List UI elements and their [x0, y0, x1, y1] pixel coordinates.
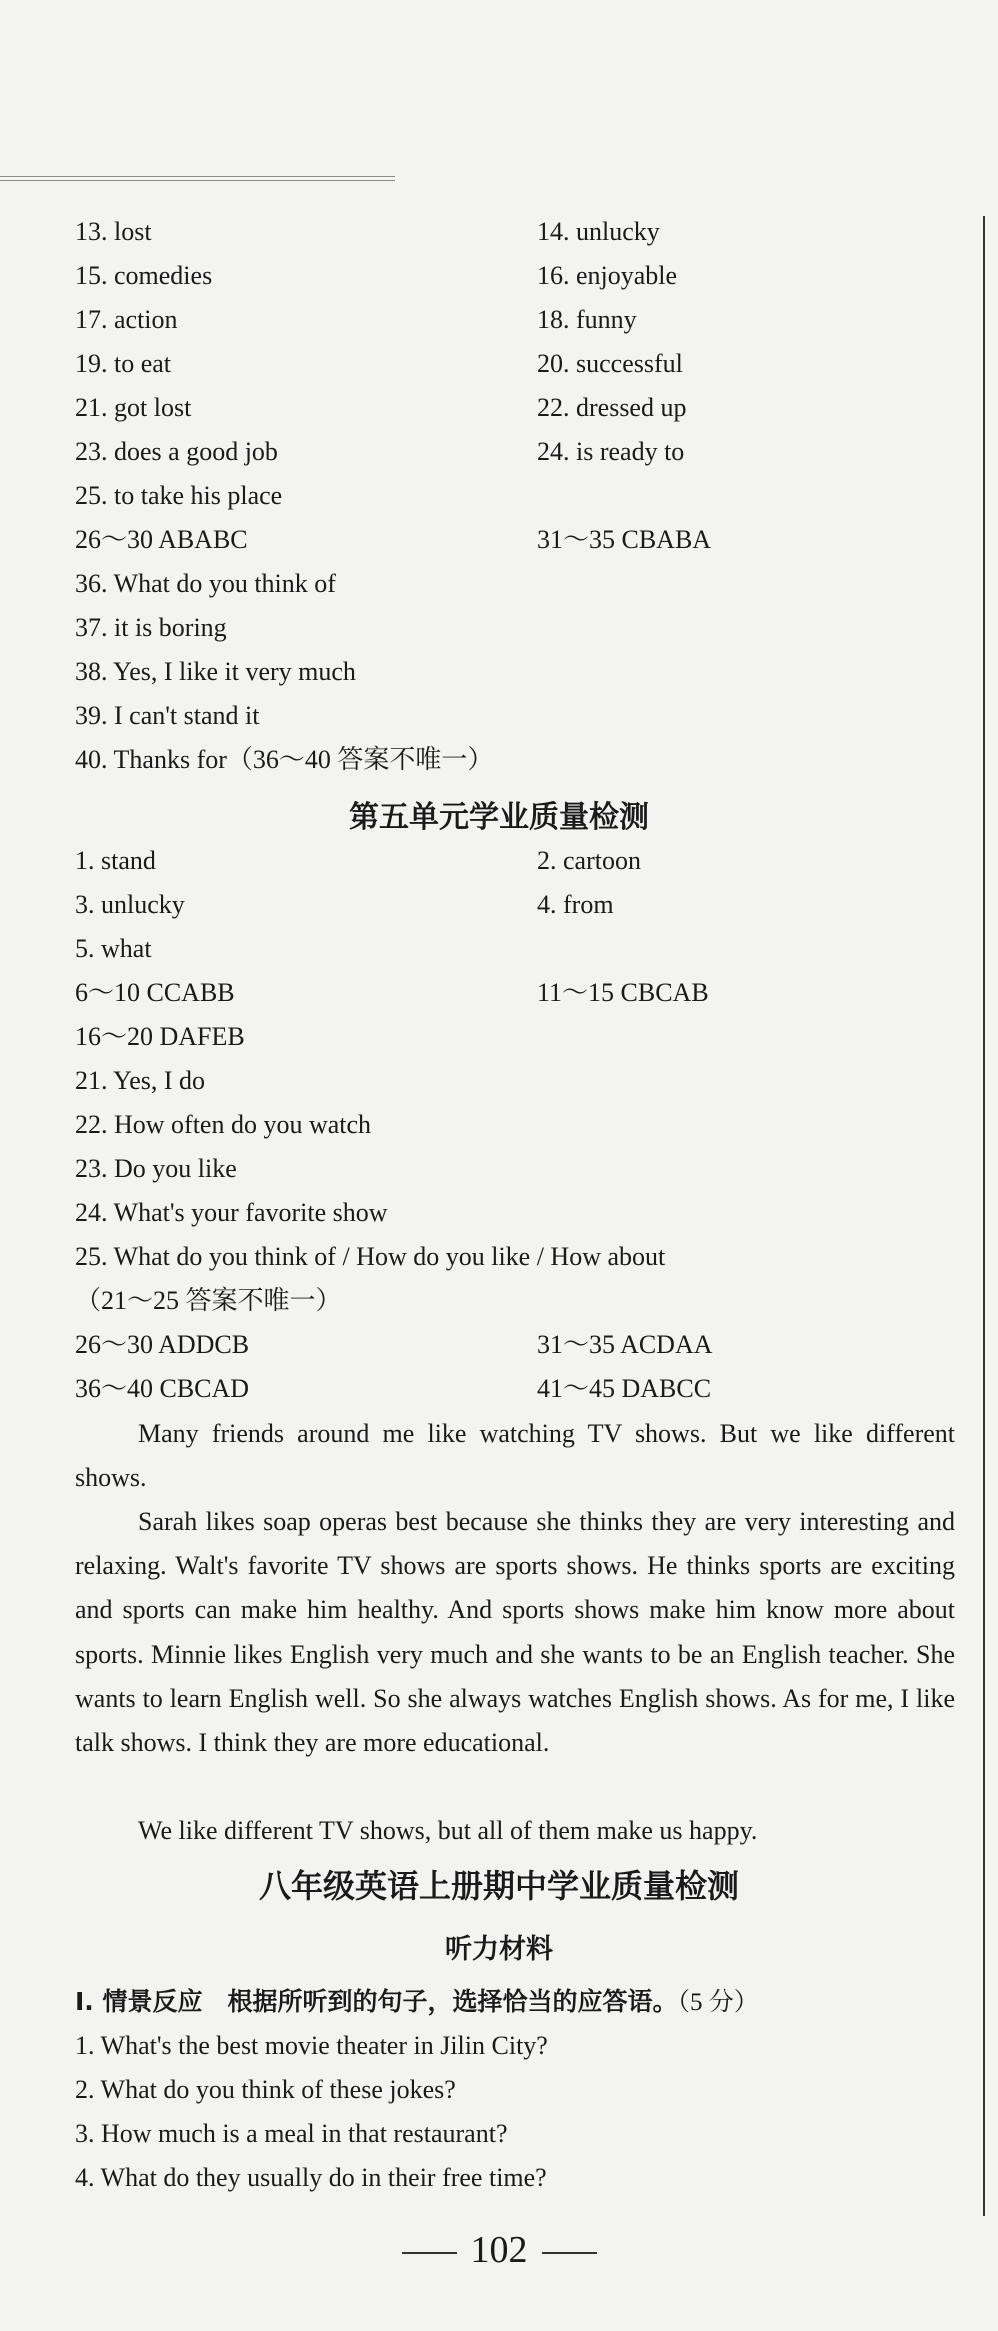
answer-line: 26～30 ADDCB — [75, 1330, 250, 1359]
answer-line: 31～35 ACDAA — [537, 1330, 713, 1359]
answer-line: 5. what — [75, 934, 152, 963]
answer-line: 19. to eat — [75, 349, 172, 378]
answer-line: 25. to take his place — [75, 481, 283, 510]
page-number-text: 102 — [470, 2229, 528, 2271]
question-item: 4. What do they usually do in their free time? — [75, 2163, 547, 2192]
answer-line: 13. lost — [75, 217, 152, 246]
page-number — [0, 2228, 998, 2272]
answer-line: 6～10 CCABB — [75, 978, 235, 1007]
answer-line: 3. unlucky — [75, 890, 185, 919]
section-instruction — [75, 1984, 759, 2021]
answer-line: 15. comedies — [75, 261, 213, 290]
answer-line: 18. funny — [537, 305, 637, 334]
answer-line: 26～30 ABABC — [75, 525, 248, 554]
answer-line: 41～45 DABCC — [537, 1374, 712, 1403]
answer-line: 22. How often do you watch — [75, 1110, 372, 1139]
answer-line: 24. What's your favorite show — [75, 1198, 388, 1227]
dash-right — [542, 2252, 597, 2254]
top-rule — [0, 176, 395, 181]
unit5-title: 第五单元学业质量检测 — [349, 800, 649, 835]
answer-line: 36. What do you think of — [75, 569, 336, 598]
answer-line: 31～35 CBABA — [537, 525, 712, 554]
answer-line: 22. dressed up — [537, 393, 687, 422]
midterm-title: 八年级英语上册期中学业质量检测 — [258, 1867, 739, 1905]
answer-line: 21. got lost — [75, 393, 192, 422]
answer-line: 17. action — [75, 305, 178, 334]
answer-line: 37. it is boring — [75, 613, 227, 642]
answer-line: 4. from — [537, 890, 614, 919]
answer-line: 38. Yes, I like it very much — [75, 657, 356, 686]
answer-line: 21. Yes, I do — [75, 1066, 206, 1095]
answer-line: 11～15 CBCAB — [537, 978, 709, 1007]
section-points: （5 分） — [677, 1989, 759, 2016]
essay-paragraph: We like different TV shows, but all of them make us happy. — [138, 1816, 758, 1845]
answer-line: 24. is ready to — [537, 437, 685, 466]
section-label: Ⅰ. 情景反应 根据所听到的句子，选择恰当的应答语。 — [75, 1987, 678, 2016]
answer-line: 16. enjoyable — [537, 261, 678, 290]
midterm-subtitle: 听力材料 — [445, 1934, 553, 1965]
answer-line: 2. cartoon — [537, 846, 641, 875]
question-item: 1. What's the best movie theater in Jilin City? — [75, 2031, 548, 2060]
right-border — [983, 216, 985, 2216]
essay-paragraph: Sarah likes soap operas best because she thinks they are very interesting and relaxing. Walt's favorite TV shows are sports shows. He thinks sports are exciting and sports can make him healthy. And sports shows make him know more about sports. Minnie likes English very much and she wants to be an English teacher. She wants to learn English well. So she always watches English shows. As for me, I like talk shows. I think they are more educational. — [75, 1507, 955, 1758]
answer-line: 14. unlucky — [537, 217, 660, 246]
answer-line: 36～40 CBCAD — [75, 1374, 250, 1403]
answer-line: 23. does a good job — [75, 437, 278, 466]
answer-line: 39. I can't stand it — [75, 701, 260, 730]
dash-left — [402, 2252, 457, 2254]
essay-paragraph: Many friends around me like watching TV shows. But we like different shows. — [75, 1419, 955, 1493]
answer-line: 1. stand — [75, 846, 156, 875]
answer-line: 20. successful — [537, 349, 683, 378]
answer-line: 23. Do you like — [75, 1154, 237, 1183]
answer-line: 16～20 DAFEB — [75, 1022, 245, 1051]
question-item: 3. How much is a meal in that restaurant? — [75, 2119, 508, 2148]
answer-line: 25. What do you think of / How do you like / How about — [75, 1242, 666, 1271]
question-item: 2. What do you think of these jokes? — [75, 2075, 456, 2104]
answer-line: （21～25 答案不唯一） — [75, 1286, 342, 1315]
answer-line: 40. Thanks for（36～40 答案不唯一） — [75, 745, 494, 774]
